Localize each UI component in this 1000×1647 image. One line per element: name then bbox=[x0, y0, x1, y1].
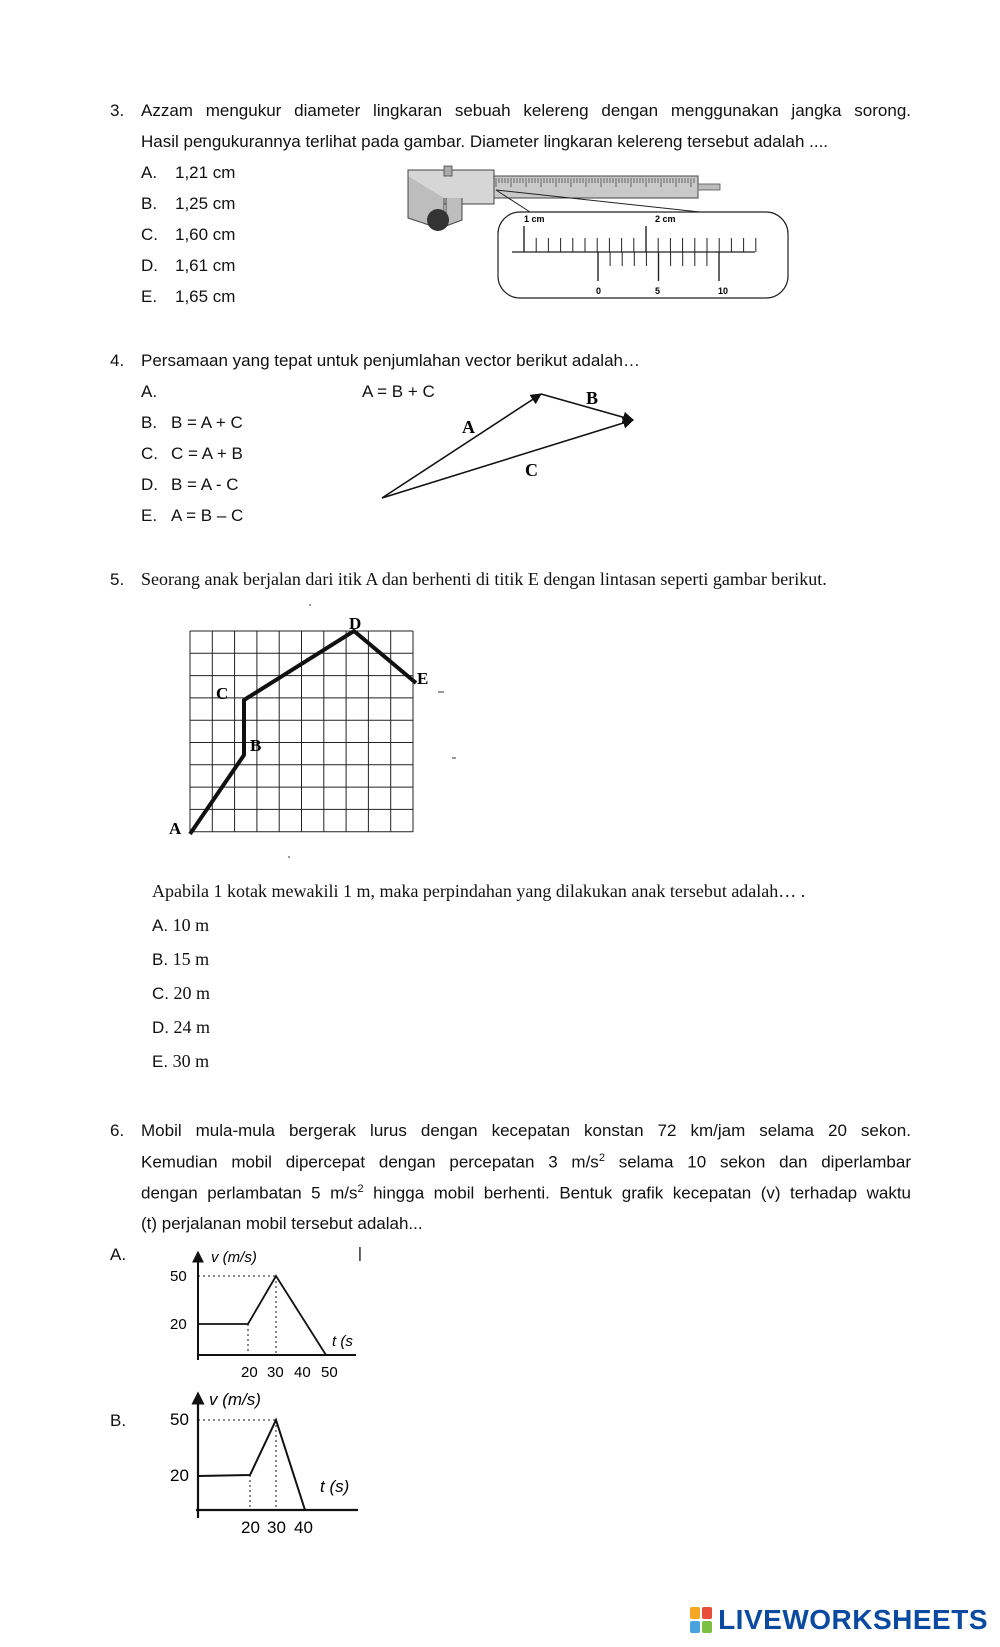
point-label-b: B bbox=[250, 736, 262, 755]
graph-b-ytick-50: 50 bbox=[170, 1410, 189, 1429]
vernier-label-5: 5 bbox=[655, 286, 661, 296]
option-letter: A. bbox=[152, 916, 169, 935]
option-text: 1,21 cm bbox=[175, 163, 236, 182]
point-label-d: D bbox=[349, 614, 362, 633]
option-letter: D. bbox=[152, 1018, 169, 1037]
graph-a-ylabel: v (m/s) bbox=[211, 1249, 257, 1266]
option-text: B = A - C bbox=[171, 475, 239, 494]
option-text: 1,60 cm bbox=[175, 225, 236, 244]
option-text: 10 m bbox=[172, 915, 210, 935]
q5-question: Seorang anak berjalan dari itik A dan berhenti di titik E dengan lintasan seperti gambar berikut. bbox=[141, 569, 827, 589]
option-text: 1,25 cm bbox=[175, 194, 236, 213]
option-text: C = A + B bbox=[171, 444, 243, 463]
graph-b-ytick-20: 20 bbox=[170, 1466, 189, 1485]
option-letter: D. bbox=[141, 475, 158, 494]
graph-a-xtick-30: 30 bbox=[267, 1364, 284, 1381]
q6-option-b[interactable]: B. bbox=[110, 1411, 127, 1430]
point-label-a: A bbox=[169, 819, 182, 838]
graph-a-xlabel: t (s bbox=[332, 1333, 353, 1350]
option-letter: D. bbox=[141, 256, 158, 275]
q5-statement: Apabila 1 kotak mewakili 1 m, maka perpindahan yang dilakukan anak tersebut adalah… . bbox=[152, 881, 806, 901]
vernier-label-0: 0 bbox=[596, 286, 602, 296]
main-scale-label-2cm: 2 cm bbox=[655, 214, 676, 224]
graph-b-xtick-40: 40 bbox=[294, 1518, 313, 1537]
vector-label-c: C bbox=[525, 460, 538, 480]
graph-b-xlabel: t (s) bbox=[320, 1477, 350, 1496]
option-text: 24 m bbox=[173, 1017, 211, 1037]
q3-number: 3. bbox=[110, 101, 125, 120]
q3-line2: Hasil pengukurannya terlihat pada gambar. Diameter lingkaran kelereng tersebut adalah .... bbox=[141, 132, 829, 151]
option-text: 1,65 cm bbox=[175, 287, 236, 306]
q6-line1: Mobil mula-mula bergerak lurus dengan kecepatan konstan 72 km/jam selama 20 sekon. bbox=[141, 1121, 911, 1140]
liveworksheets-logo bbox=[690, 1604, 988, 1636]
option-letter: A. bbox=[141, 382, 158, 401]
q5-number: 5. bbox=[110, 570, 125, 589]
option-letter: C. bbox=[141, 225, 158, 244]
q6-option-a[interactable]: A. bbox=[110, 1245, 127, 1264]
q4-number: 4. bbox=[110, 351, 125, 370]
option-letter: B. bbox=[141, 194, 158, 213]
q6-line2-tail: selama 10 sekon dan diperlambar bbox=[604, 1152, 911, 1172]
q6-number: 6. bbox=[110, 1121, 125, 1140]
option-letter: C. bbox=[141, 444, 158, 463]
graph-a-ytick-20: 20 bbox=[170, 1316, 187, 1333]
superscript: 2 bbox=[598, 1152, 605, 1164]
option-letter: E. bbox=[141, 287, 158, 306]
option-text: B = A + C bbox=[171, 413, 243, 432]
q6-line4: (t) perjalanan mobil tersebut adalah... bbox=[141, 1214, 423, 1233]
q6-line3-tail: hingga mobil berhenti. Bentuk grafik kecepatan (v) terhadap waktu bbox=[363, 1183, 911, 1203]
option-letter: C. bbox=[152, 984, 169, 1003]
logo-text: LIVEWORKSHEETS bbox=[718, 1604, 988, 1635]
option-letter: B. bbox=[141, 413, 158, 432]
graph-b-velocity-line bbox=[198, 1420, 305, 1510]
graph-b-xtick-30: 30 bbox=[267, 1518, 286, 1537]
option-letter: B. bbox=[152, 950, 169, 969]
graph-b-xtick-20: 20 bbox=[241, 1518, 260, 1537]
graph-a-xtick-40: 40 bbox=[294, 1364, 311, 1381]
q6-line2-text: Kemudian mobil dipercepat dengan percepatan 3 m/s bbox=[141, 1152, 599, 1172]
option-text: 1,61 cm bbox=[175, 256, 236, 275]
q4-question: Persamaan yang tepat untuk penjumlahan vector berikut adalah… bbox=[141, 351, 640, 370]
graph-a-mark: | bbox=[358, 1245, 362, 1262]
graph-a-xtick-20: 20 bbox=[241, 1364, 258, 1381]
q6-line3-text: dengan perlambatan 5 m/s bbox=[141, 1183, 358, 1203]
vector-label-b: B bbox=[586, 388, 599, 408]
option-letter: E. bbox=[141, 506, 158, 525]
point-label-c: C bbox=[216, 684, 229, 703]
vernier-label-10: 10 bbox=[718, 286, 729, 296]
option-text: A = B + C bbox=[362, 382, 435, 401]
option-letter: A. bbox=[141, 163, 158, 182]
logo-mark-icon bbox=[690, 1607, 712, 1633]
q3-line1: Azzam mengukur diameter lingkaran sebuah kelereng dengan menggunakan jangka sorong. bbox=[141, 101, 911, 120]
superscript: 2 bbox=[357, 1183, 364, 1195]
vector-label-a: A bbox=[462, 417, 475, 437]
point-label-e: E bbox=[417, 669, 429, 688]
graph-b-ylabel: v (m/s) bbox=[209, 1390, 261, 1409]
main-scale-label-1cm: 1 cm bbox=[524, 214, 545, 224]
graph-a-ytick-50: 50 bbox=[170, 1268, 187, 1285]
option-letter: E. bbox=[152, 1052, 169, 1071]
option-text: 30 m bbox=[172, 1051, 210, 1071]
option-text: 15 m bbox=[172, 949, 210, 969]
option-text: A = B – C bbox=[171, 506, 244, 525]
graph-a-xtick-50: 50 bbox=[321, 1364, 338, 1381]
option-text: 20 m bbox=[173, 983, 211, 1003]
